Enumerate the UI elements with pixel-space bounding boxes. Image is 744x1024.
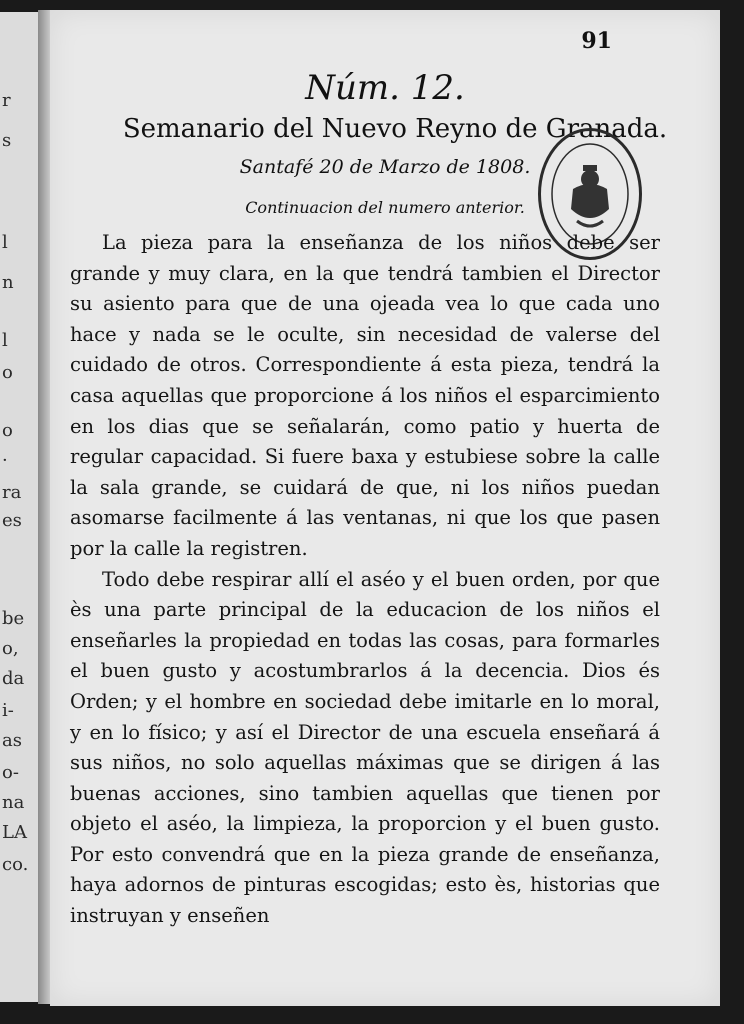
paragraph: La pieza para la enseñanza de los niños debe ser grande y muy clara, en la que tendrá tambien el Director su asiento para que de una ojeada vea lo que cada uno hace y nada se le oculte, sin necesidad de valerse del cuidado de otros. Correspondiente á esta pieza, tendrá la casa aquellas que proporcione á los niños el esparcimiento en los dias que se señalarán, como patio y huerta de regular capacidad. Si fuere baxa y estubiese sobre la calle la sala grande, se cuidará de que, ni los niños puedan asomarse facilmente á las ventanas, ni que los que pasen por la calle la registren.: [70, 231, 660, 560]
left-page-fragment: be: [2, 608, 25, 629]
left-page-fragment: ra: [2, 482, 22, 503]
issue-number: Núm. 12.: [305, 68, 465, 108]
book-gutter: [38, 10, 50, 1004]
left-page-fragment: es: [2, 510, 22, 531]
masthead-title: Semanario del Nuevo Reyno de Granada.: [122, 114, 668, 144]
left-page-fragment: i-: [2, 700, 14, 721]
dateline: Santafé 20 de Marzo de 1808.: [239, 156, 531, 178]
left-page-fragment: o-: [2, 762, 19, 783]
page-number: 91: [581, 28, 612, 54]
left-page-fragment: l: [2, 232, 8, 253]
paragraph: Todo debe respirar allí el aséo y el buen orden, por que ès una parte principal de la educacion de los niños el enseñarles la propiedad en todas las cosas, para formarles el buen gusto y acostumbrarlos á la decencia. Dios és Orden; y el hombre en sociedad debe imitarle en lo moral, y en lo físico; y así el Director de una escuela enseñará á sus niños, no solo aquellas máximas que se dirigen á las buenas acciones, sino tambien aquellas que tienen por objeto el aséo, la limpieza, la proporcion y el buen gusto. Por esto convendrá que en la pieza grande de enseñanza, haya adornos de pinturas escogidas; esto ès, historias que instruyan y enseñen: [70, 567, 660, 928]
left-page-fragment: as: [2, 730, 22, 751]
left-page-fragment: n: [2, 272, 14, 293]
article-body: [70, 228, 660, 932]
left-page-fragment: o,: [2, 638, 19, 659]
left-page-fragment: na: [2, 792, 25, 813]
left-page-fragment: o: [2, 420, 13, 441]
left-page-fragment: ·: [2, 450, 8, 471]
left-page-fragment: s: [2, 130, 12, 151]
left-page-fragment: LA: [2, 822, 27, 843]
left-page-fragment: l: [2, 330, 8, 351]
left-page-fragment: o: [2, 362, 13, 383]
left-page-fragment: da: [2, 668, 25, 689]
continuation-subheading: Continuacion del numero anterior.: [245, 198, 525, 217]
left-page-fragment: co.: [2, 854, 29, 875]
document-page: [50, 10, 720, 1006]
left-page-fragment: r: [2, 90, 11, 111]
left-page-edge: [0, 12, 40, 1002]
